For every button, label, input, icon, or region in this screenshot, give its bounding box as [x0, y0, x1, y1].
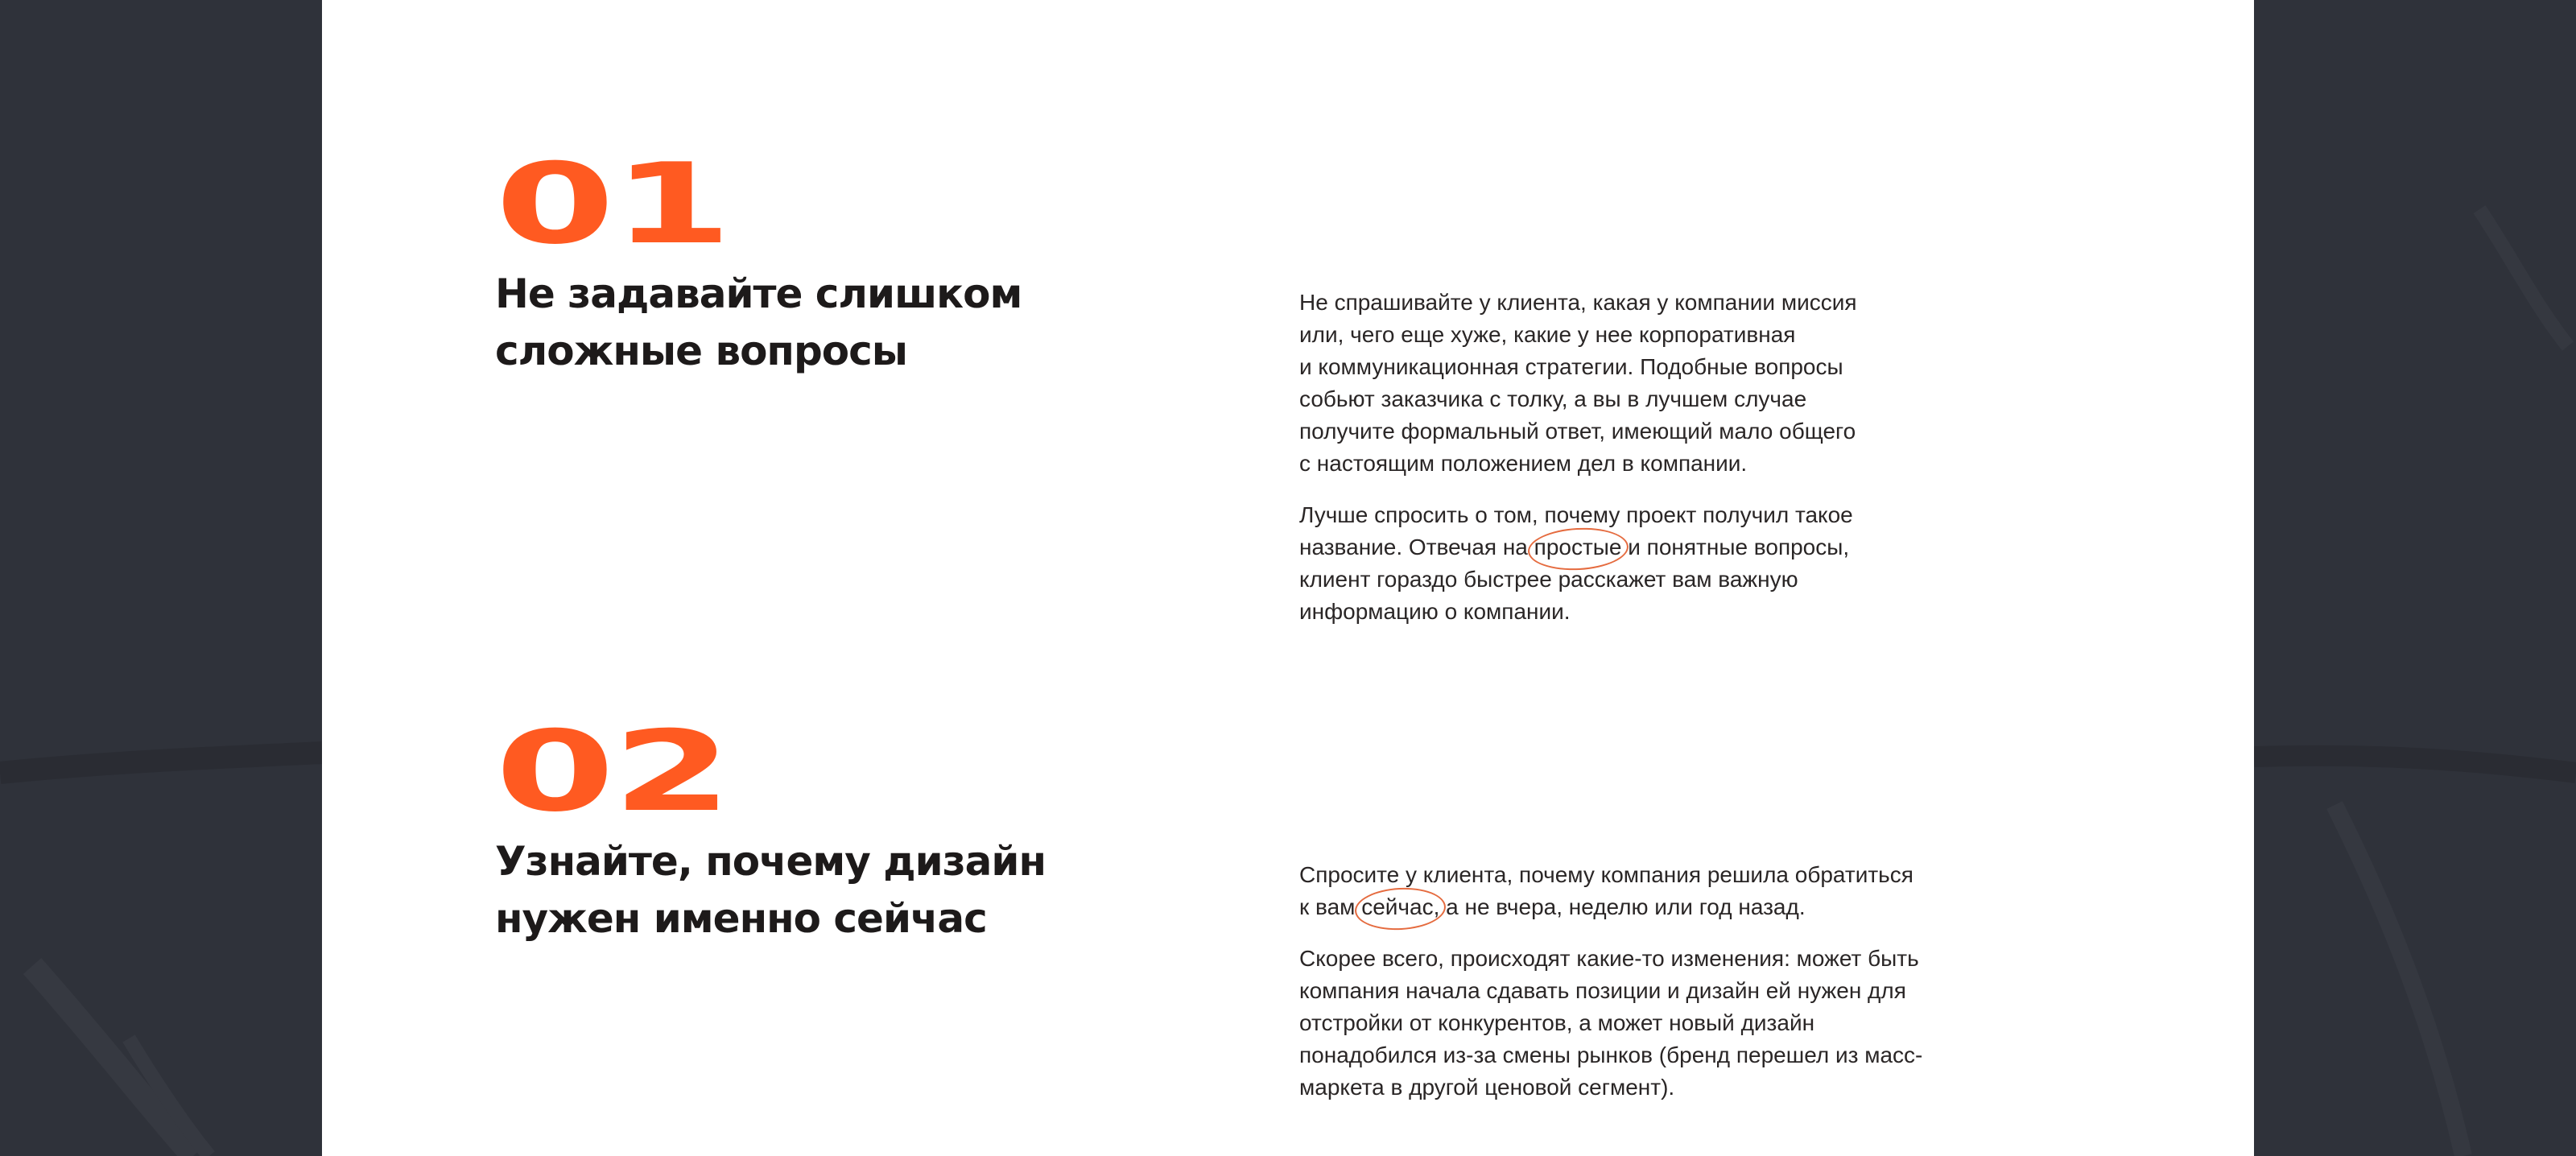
- tip-heading-line: нужен именно сейчас: [495, 895, 987, 942]
- paragraph-line: Лучше спросить о том, почему проект получил такое: [1299, 502, 1853, 527]
- tip-heading: [495, 266, 1236, 380]
- tip-number: 01: [495, 139, 730, 269]
- paragraph-line: с настоящим положением дел в компании.: [1299, 451, 1748, 476]
- paragraph-line: и коммуникационная стратегии. Подобные вопросы: [1299, 354, 1843, 379]
- text-run: название. Отвечая на: [1299, 535, 1534, 559]
- paragraph-line: Скорее всего, происходят какие-то изменения: может быть: [1299, 946, 1919, 971]
- tip-heading-line: Не задавайте слишком: [495, 270, 1022, 317]
- tip-heading: [495, 833, 1236, 948]
- paragraph-line: или, чего еще хуже, какие у нее корпоративная: [1299, 322, 1796, 347]
- paragraph-line: информацию о компании.: [1299, 599, 1571, 624]
- paragraph-line: Не спрашивайте у клиента, какая у компании миссия: [1299, 290, 1857, 315]
- article-page: [322, 0, 2254, 1156]
- tip-number: 02: [495, 707, 730, 836]
- paragraph-line: клиент гораздо быстрее расскажет вам важную: [1299, 567, 1798, 592]
- text-run: а не вчера, неделю или год назад.: [1439, 894, 1806, 919]
- paragraph-line: Спросите у клиента, почему компания решила обратиться: [1299, 862, 1913, 887]
- circled-word: простые: [1534, 531, 1622, 564]
- tip-paragraph: [1299, 943, 2120, 1104]
- paragraph-line: понадобился из-за смены рынков (бренд перешел из масс-: [1299, 1042, 1923, 1067]
- tip-body: [1299, 287, 2120, 647]
- paragraph-line: отстройки от конкурентов, а может новый дизайн: [1299, 1010, 1815, 1035]
- tip-body: [1299, 859, 2120, 1123]
- tip-heading-line: сложные вопросы: [495, 328, 907, 374]
- paragraph-line: собьют заказчика с толку, а вы в лучшем случае: [1299, 386, 1807, 411]
- paragraph-line: [1299, 531, 2120, 564]
- text-run: и понятные вопросы,: [1621, 535, 1850, 559]
- paragraph-line: маркета в другой ценовой сегмент).: [1299, 1075, 1675, 1100]
- text-run: к вам: [1299, 894, 1362, 919]
- paragraph-line: [1299, 891, 2120, 923]
- tip-paragraph: [1299, 287, 2120, 480]
- tip-section-02: [495, 707, 2105, 1100]
- tip-paragraph: [1299, 859, 2120, 923]
- paragraph-line: компания начала сдавать позиции и дизайн ей нужен для: [1299, 978, 1906, 1003]
- circled-word: сейчас,: [1361, 891, 1439, 923]
- tip-section-01: [495, 139, 2105, 624]
- paragraph-line: получите формальный ответ, имеющий мало общего: [1299, 419, 1856, 444]
- tip-paragraph: [1299, 499, 2120, 628]
- tip-heading-line: Узнайте, почему дизайн: [495, 838, 1046, 885]
